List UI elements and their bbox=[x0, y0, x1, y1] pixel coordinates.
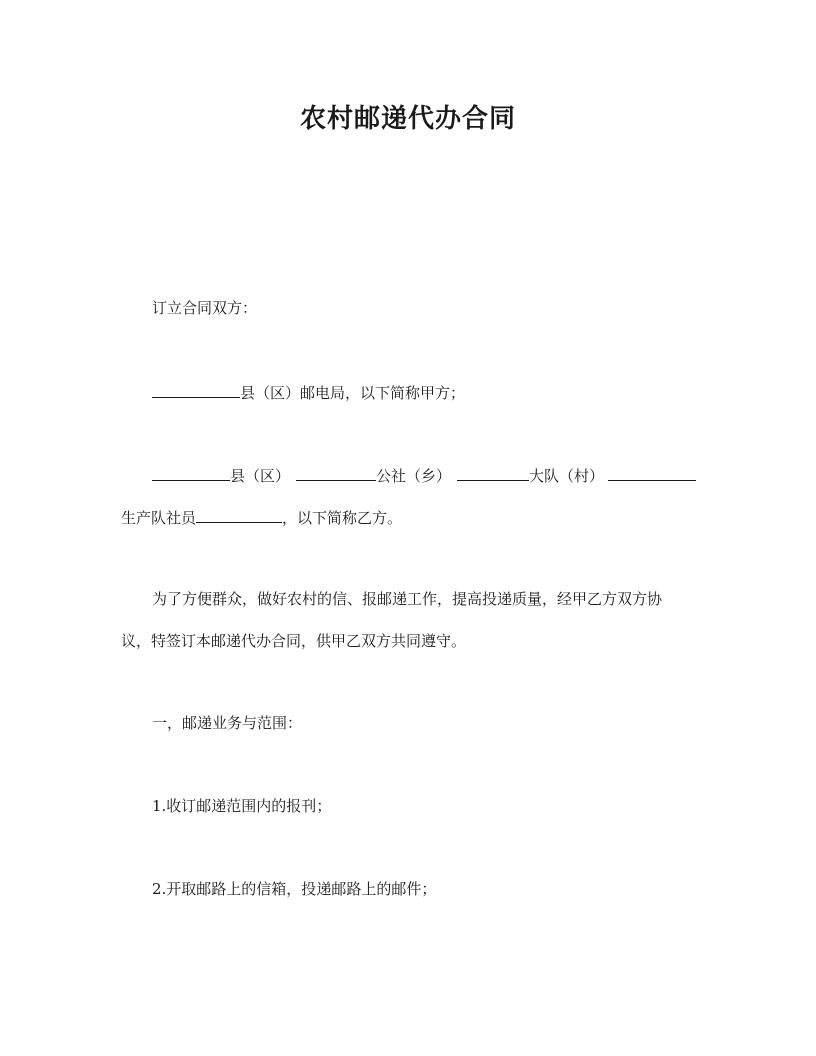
party-b-team-blank[interactable] bbox=[608, 464, 696, 481]
party-a-text: 县（区）邮电局，以下简称甲方； bbox=[240, 384, 466, 402]
document-title: 农村邮递代办合同 bbox=[299, 104, 516, 134]
party-b-county-label: 县（区） bbox=[230, 467, 291, 485]
party-b-suffix: ，以下简称乙方。 bbox=[282, 509, 403, 527]
purpose-line-1: 为了方便群众，做好农村的信、报邮递工作，提高投递质量，经甲乙方双方协 bbox=[152, 590, 663, 608]
party-b-line-2 bbox=[121, 506, 402, 528]
party-b-commune-label: 公社（乡） bbox=[376, 467, 452, 485]
section-1-heading: 一，邮递业务与范围： bbox=[152, 714, 303, 732]
section-1-item-1: 1.收订邮递范围内的报刊； bbox=[152, 797, 332, 815]
party-b-member-blank[interactable] bbox=[196, 506, 282, 523]
party-b-commune-blank[interactable] bbox=[296, 464, 376, 481]
parties-intro: 订立合同双方： bbox=[152, 299, 258, 317]
section-1-item-2: 2.开取邮路上的信箱，投递邮路上的邮件； bbox=[152, 880, 437, 898]
party-a-line bbox=[152, 381, 465, 403]
party-b-line-1 bbox=[152, 464, 696, 486]
party-b-county-blank[interactable] bbox=[152, 464, 230, 481]
party-a-county-blank[interactable] bbox=[152, 381, 240, 398]
party-b-team-label: 生产队社员 bbox=[121, 509, 197, 527]
purpose-line-2: 议，特签订本邮递代办合同，供甲乙双方共同遵守。 bbox=[121, 632, 467, 650]
party-b-brigade-label: 大队（村） bbox=[529, 467, 605, 485]
party-b-brigade-blank[interactable] bbox=[457, 464, 529, 481]
